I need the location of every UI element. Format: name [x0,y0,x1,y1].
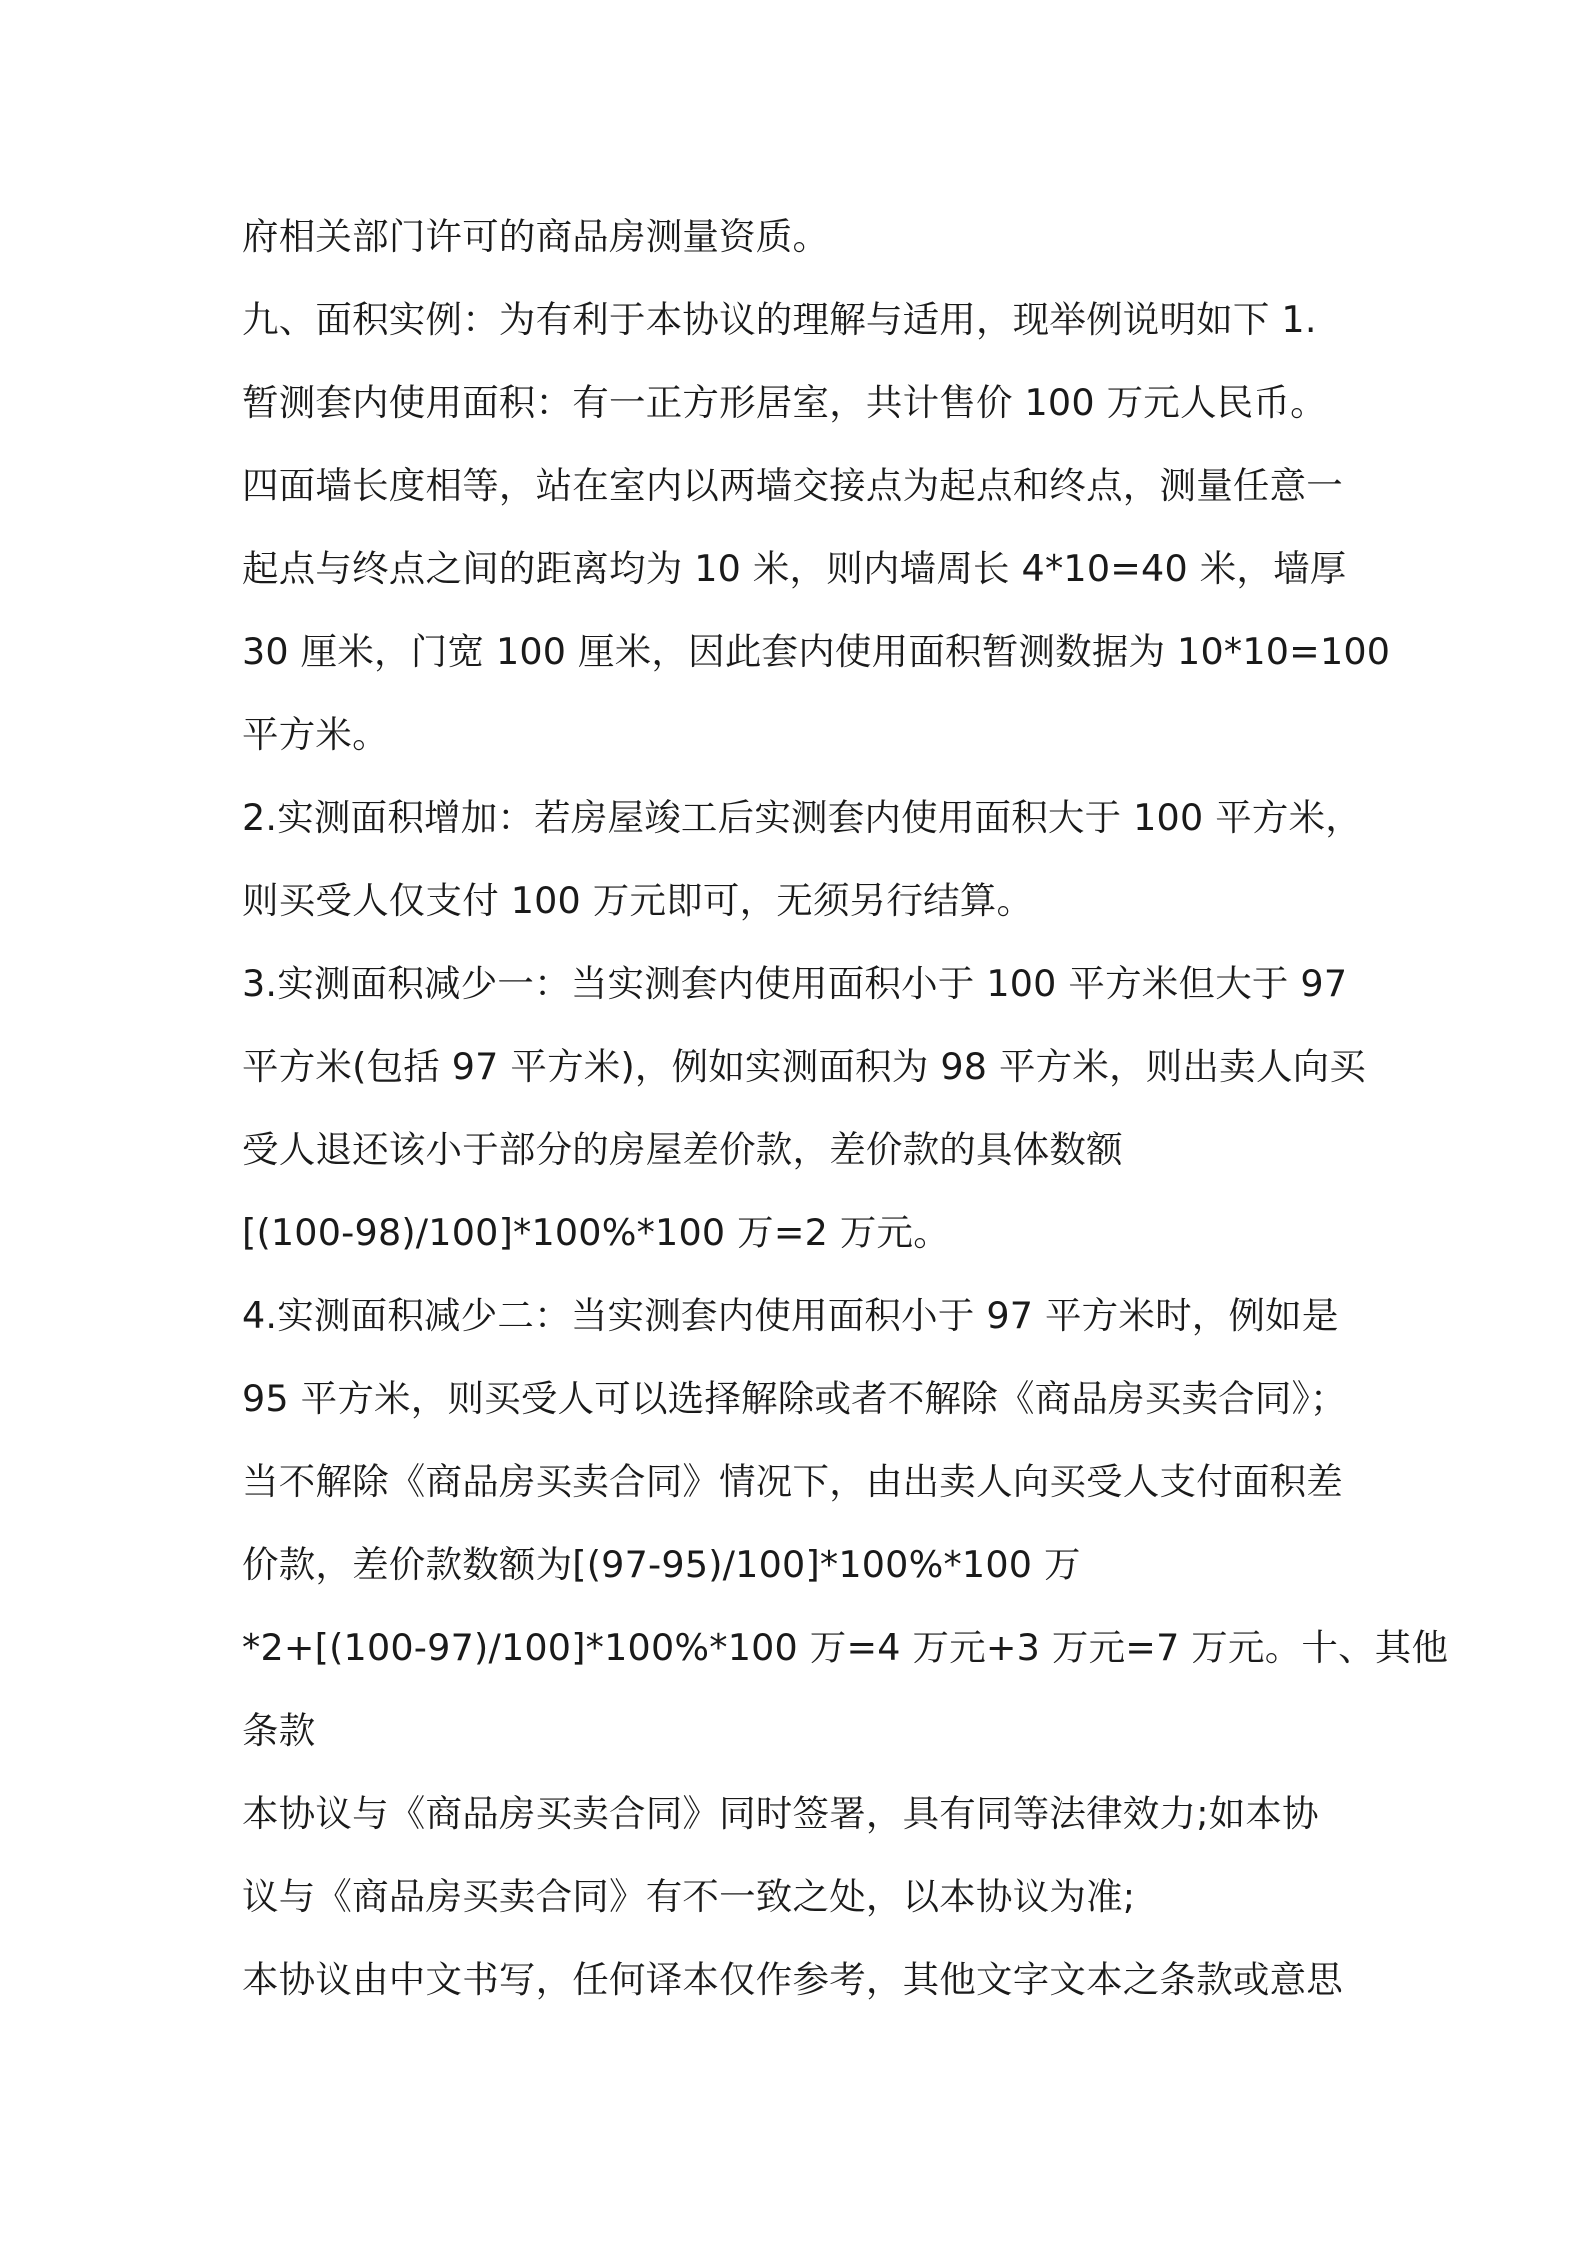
text-line: 95 平方米，则买受人可以选择解除或者不解除《商品房买卖合同》； [242,1377,1347,1420]
text-line: 3.实测面积减少一：当实测套内使用面积小于 100 平方米但大于 97 [242,962,1348,1005]
text-line: 价款，差价款数额为[(97-95)/100]*100%*100 万 [242,1543,1081,1586]
text-line: 平方米。 [242,713,389,756]
text-line: 受人退还该小于部分的房屋差价款，差价款的具体数额 [242,1128,1123,1171]
text-line: *2+[(100-97)/100]*100%*100 万=4 万元+3 万元=7 万元。十、其他 [242,1626,1449,1669]
text-line: 起点与终点之间的距离均为 10 米，则内墙周长 4*10=40 米，墙厚 [242,547,1347,590]
text-line: 暂测套内使用面积：有一正方形居室，共计售价 100 万元人民币。 [242,381,1327,424]
text-line: 则买受人仅支付 100 万元即可，无须另行结算。 [242,879,1034,922]
text-line: 30 厘米，门宽 100 厘米，因此套内使用面积暂测数据为 10*10=100 [242,630,1391,673]
text-line: 平方米(包括 97 平方米)，例如实测面积为 98 平方米，则出卖人向买 [242,1045,1366,1088]
text-line: 4.实测面积减少二：当实测套内使用面积小于 97 平方米时，例如是 [242,1294,1339,1337]
text-line: 本协议与《商品房买卖合同》同时签署，具有同等法律效力;如本协 [242,1792,1319,1835]
text-line: 条款 [242,1709,316,1752]
text-line: 本协议由中文书写，任何译本仅作参考，其他文字文本之条款或意思 [242,1958,1343,2001]
text-line: 府相关部门许可的商品房测量资质。 [242,215,830,258]
text-line: 当不解除《商品房买卖合同》情况下，由出卖人向买受人支付面积差 [242,1460,1343,1503]
text-line: 九、面积实例：为有利于本协议的理解与适用，现举例说明如下 1. [242,298,1317,341]
document-body [242,195,1449,2021]
text-line: [(100-98)/100]*100%*100 万=2 万元。 [242,1211,950,1254]
text-line: 2.实测面积增加：若房屋竣工后实测套内使用面积大于 100 平方米， [242,796,1362,839]
text-line: 四面墙长度相等，站在室内以两墙交接点为起点和终点，测量任意一 [242,464,1343,507]
text-line: 议与《商品房买卖合同》有不一致之处，以本协议为准; [242,1875,1136,1918]
